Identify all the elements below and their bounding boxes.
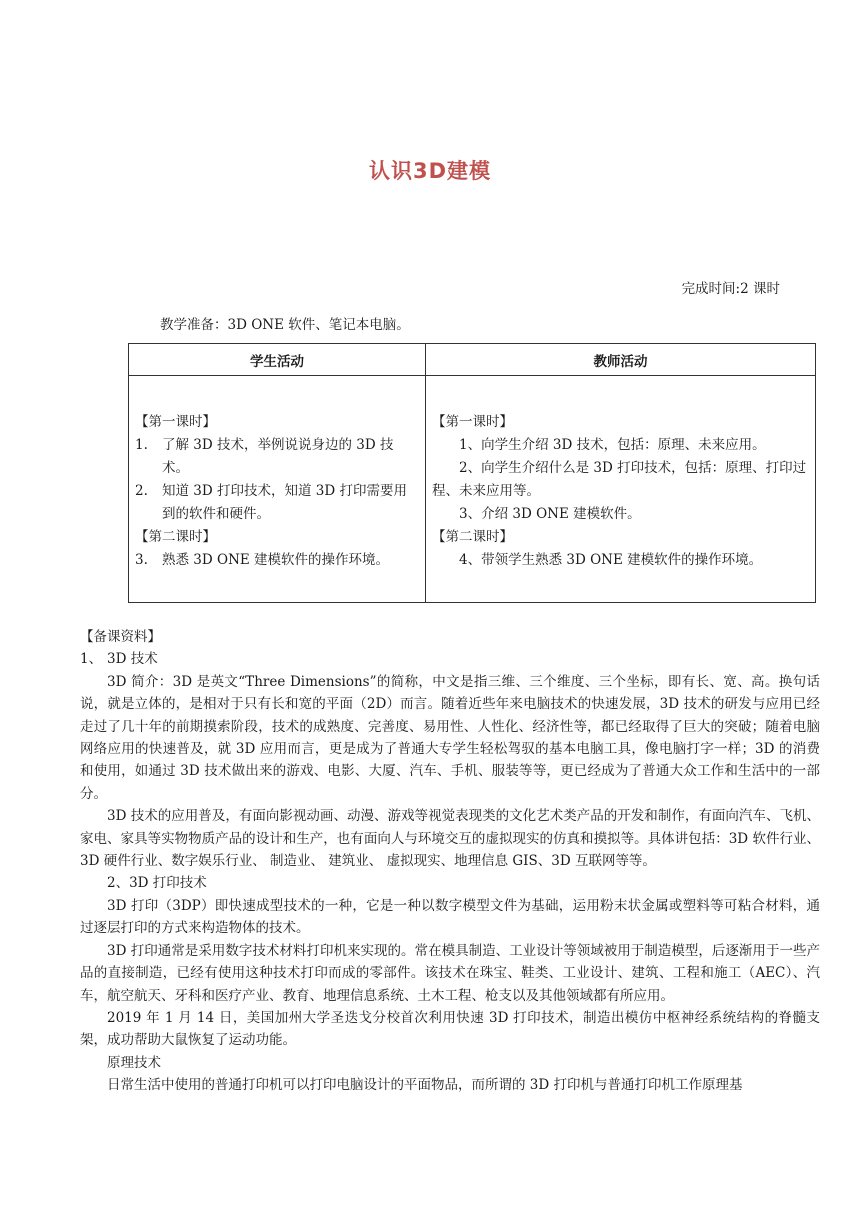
header-student-activity: 学生活动 [129,344,426,376]
teacher-line: 2、向学生介绍什么是 3D 打印技术，包括：原理、打印过程、未来应用等。 [432,460,807,499]
paragraph: 3D 打印（3DP）即快速成型技术的一种，它是一种以数字模型文件为基础，运用粉末状金属或塑料等可粘合材料，通过逐层打印的方式来构造物体的技术。 [80,897,820,937]
section-heading: 【备课资料】 [80,629,161,645]
item-text: 知道 3D 打印技术，知道 3D 打印需要用到的软件和硬件。 [162,483,407,522]
table-body-row [129,376,816,603]
paragraph: 3D 打印通常是采用数字技术材料打印机来实现的。常在模具制造、工业设计等领域被用于制造模型，后逐渐用于一些产品的直接制造，已经有使用这种技术打印而成的零部件。该技术在珠宝、鞋类、工业设计、建筑、工程和施工（AEC）、汽车，航空航天、牙科和医疗产业、教育、地理信息系统、土木工程、枪支以及其他领域都有所应用。 [80,942,820,1004]
activity-table [128,343,816,603]
section1-heading [80,648,820,670]
item-text: 了解 3D 技术，举例说说身边的 3D 技术。 [162,437,394,476]
section2-heading: 2、3D 打印技术 [107,875,207,892]
item-number: 3. [135,552,148,568]
paragraph: 3D 简介：3D 是英文“Three Dimensions”的简称，中文是指三维、三个维度、三个坐标，即有长、宽、高。换句话说，就是立体的，是相对于只有长和宽的平面（2D）而言。随着近些年来电脑技术的快速发展，3D 技术的研发与应用已经走过了几十年的前期摸索阶段，技术的成熟度、完善度、易用性、人性化、经济性等，都已经取得了巨大的突破；随着电脑网络应用的快速普及，就 3D 应用而言，更是成为了普通大专学生轻松驾驭的基本电脑工具，像电脑打字一样；3D 的消费和使用，如通过 3D 技术做出来的游戏、电影、大厦、汽车、手机、服装等等，更已经成为了普通大众工作和生活中的一部分。 [80,673,820,802]
subheading: 原理技术 [107,1054,161,1071]
teacher-activity-cell [426,376,816,603]
student-item [135,434,419,480]
prep-materials-section [80,626,820,1097]
page-title: 认识3D建模 [368,159,492,183]
header-teacher-activity: 教师活动 [426,344,816,376]
student-item [135,480,419,526]
paragraph: 3D 技术的应用普及，有面向影视动画、动漫、游戏等视觉表现类的文化艺术类产品的开发和制作，有面向汽车、飞机、家电、家具等实物物质产品的设计和生产，也有面向人与环境交互的虚拟现实的仿真和摸拟等。具体讲包括：3D 软件行业、3D 硬件行业、数字娱乐行业、 制造业、 建筑业、 虚拟现实、地理信息 GIS、3D 互联网等等。 [80,808,820,870]
table-header-row [129,344,816,376]
paragraph: 日常生活中使用的普通打印机可以打印电脑设计的平面物品，而所谓的 3D 打印机与普通打印机工作原理基 [107,1077,743,1094]
student-session1-label: 【第一课时】 [135,414,216,430]
paragraph: 2019 年 1 月 14 日，美国加州大学圣迭戈分校首次利用快速 3D 打印技术，制造出模仿中枢神经系统结构的脊髓支架，成功帮助大鼠恢复了运动功能。 [80,1009,820,1049]
teaching-preparation: 教学准备：3D ONE 软件、笔记本电脑。 [160,317,410,333]
teacher-line: 3、介绍 3D ONE 建模软件。 [459,506,641,522]
item-text: 熟悉 3D ONE 建模软件的操作环境。 [162,552,390,568]
student-item [135,549,419,572]
teacher-line: 1、向学生介绍 3D 技术，包括：原理、未来应用。 [459,437,766,453]
item-number: 1. [135,437,148,453]
section1-title: 3D 技术 [107,651,158,668]
student-activity-cell [129,376,426,603]
teacher-session1-label: 【第一课时】 [432,414,513,430]
student-session2-label: 【第二课时】 [135,529,216,545]
item-number: 2. [135,483,148,499]
section1-number: 1、 [80,651,103,668]
teacher-session2-label: 【第二课时】 [432,529,513,545]
teacher-line: 4、带领学生熟悉 3D ONE 建模软件的操作环境。 [459,552,763,568]
completion-time: 完成时间:2 课时 [681,281,780,297]
